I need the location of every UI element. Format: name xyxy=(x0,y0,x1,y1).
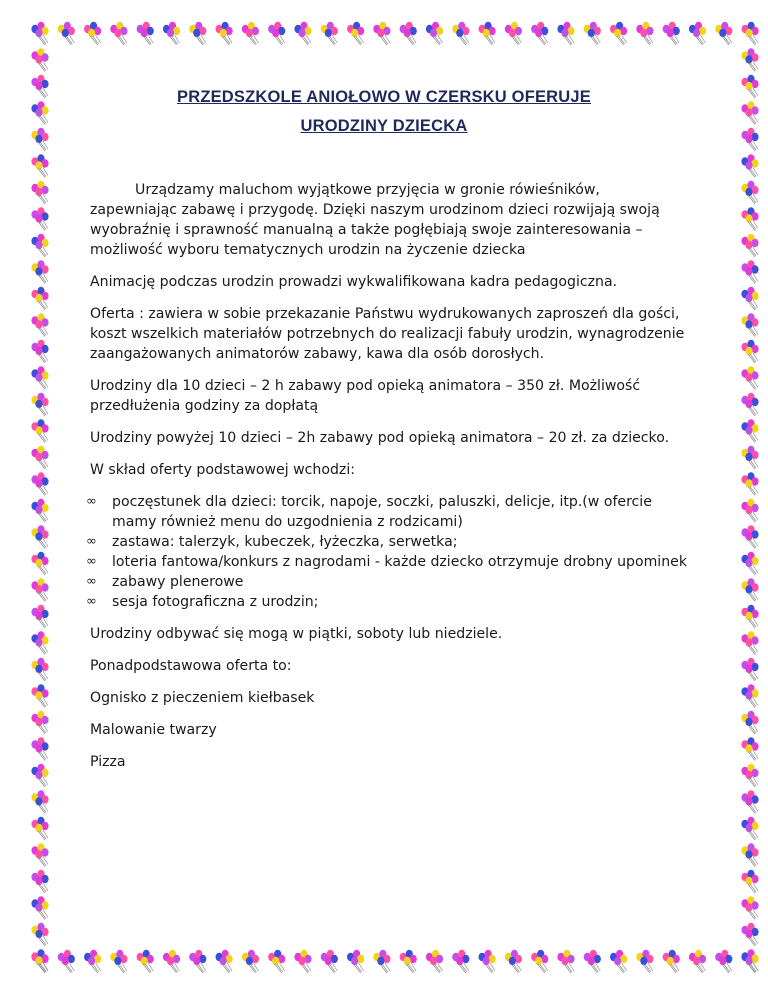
balloon-bunch-icon xyxy=(741,260,758,283)
balloon-bunch-icon xyxy=(31,499,48,522)
balloon-bunch-icon xyxy=(216,950,233,973)
balloon-bunch-icon xyxy=(31,552,48,575)
balloon-bunch-icon xyxy=(557,22,574,45)
balloon-bunch-icon xyxy=(741,340,758,363)
balloon-bunch-icon xyxy=(31,287,48,310)
balloon-bunch-icon xyxy=(189,22,206,45)
balloon-bunch-icon xyxy=(31,870,48,893)
extra-item: Pizza xyxy=(90,754,126,770)
balloon-bunch-icon xyxy=(741,287,758,310)
balloon-bunch-icon xyxy=(31,605,48,628)
balloon-bunch-icon xyxy=(479,950,496,973)
balloon-bunch-icon xyxy=(137,950,154,973)
balloon-bunch-icon xyxy=(31,366,48,389)
balloon-bunch-icon xyxy=(742,950,759,973)
animation-paragraph: Animację podczas urodzin prowadzi wykwalifikowana kadra pedagogiczna. xyxy=(90,274,618,290)
balloon-bunch-icon xyxy=(137,22,154,45)
balloon-bunch-icon xyxy=(347,950,364,973)
balloon-bunch-icon xyxy=(663,22,680,45)
balloon-bunch-icon xyxy=(741,896,758,919)
balloon-bunch-icon xyxy=(31,260,48,283)
balloon-bunch-icon xyxy=(58,22,75,45)
balloon-bunch-icon xyxy=(452,22,469,45)
balloon-bunch-icon xyxy=(741,684,758,707)
balloon-bunch-icon xyxy=(689,950,706,973)
document-body xyxy=(86,180,690,784)
balloon-bunch-icon xyxy=(741,393,758,416)
balloon-bunch-icon xyxy=(268,22,285,45)
balloon-bunch-icon xyxy=(294,950,311,973)
balloon-bunch-icon xyxy=(31,896,48,919)
balloon-bunch-icon xyxy=(31,48,48,71)
balloon-bunch-icon xyxy=(610,950,627,973)
balloon-bunch-icon xyxy=(636,22,653,45)
days-paragraph: Urodziny odbywać się mogą w piątki, soboty lub niedziele. xyxy=(90,626,503,642)
balloon-bunch-icon xyxy=(321,950,338,973)
balloon-bunch-icon xyxy=(741,870,758,893)
balloon-bunch-icon xyxy=(31,764,48,787)
extra-item: Ognisko z pieczeniem kiełbasek xyxy=(90,690,315,706)
basic-offer-heading: W skład oferty podstawowej wchodzi: xyxy=(90,462,355,478)
balloon-bunch-icon xyxy=(479,22,496,45)
balloon-bunch-icon xyxy=(189,950,206,973)
balloon-bunch-icon xyxy=(242,22,259,45)
offer-paragraph: Oferta : zawiera w sobie przekazanie Państwu wydrukowanych zaproszeń dla gości, koszt wszelkich materiałów potrzebnych do realizacji fabuły urodzin, wynagrodzenie zaangażowanych animatorów zabawy, kawa dla osób dorosłych. xyxy=(90,306,685,362)
balloon-bunch-icon xyxy=(268,950,285,973)
balloon-bunch-icon xyxy=(31,684,48,707)
balloon-bunch-icon xyxy=(110,950,127,973)
balloon-bunch-icon xyxy=(163,22,180,45)
balloon-bunch-icon xyxy=(373,22,390,45)
balloon-bunch-icon xyxy=(31,234,48,257)
balloon-bunch-icon xyxy=(584,22,601,45)
balloon-bunch-icon xyxy=(216,22,233,45)
balloon-bunch-icon xyxy=(58,950,75,973)
balloon-bunch-icon xyxy=(31,817,48,840)
balloon-bunch-icon xyxy=(347,22,364,45)
balloon-bunch-icon xyxy=(741,817,758,840)
price-10-paragraph: Urodziny dla 10 dzieci – 2 h zabawy pod opieką animatora – 350 zł. Możliwość przedłużenia godziny za dopłatą xyxy=(90,378,641,414)
infinity-bullet-icon: ∞ xyxy=(86,574,97,589)
balloon-bunch-icon xyxy=(31,446,48,469)
balloon-bunch-icon xyxy=(741,631,758,654)
balloon-bunch-icon xyxy=(557,950,574,973)
balloon-bunch-icon xyxy=(31,472,48,495)
balloon-bunch-icon xyxy=(31,340,48,363)
infinity-bullet-icon: ∞ xyxy=(86,554,97,569)
list-item: ∞ sesja fotograficzna z urodzin; xyxy=(86,594,319,610)
balloon-bunch-icon xyxy=(741,711,758,734)
list-item: ∞ poczęstunek dla dzieci: torcik, napoje, soczki, paluszki, delicje, itp.(w ofercie mamy również menu do uzgodnienia z rodzicami) xyxy=(86,494,652,530)
balloon-bunch-icon xyxy=(741,790,758,813)
balloon-bunch-icon xyxy=(31,525,48,548)
page-subtitle: URODZINY DZIECKA xyxy=(300,117,468,135)
balloon-bunch-icon xyxy=(400,22,417,45)
infinity-bullet-icon: ∞ xyxy=(86,494,97,509)
balloon-bunch-icon xyxy=(741,181,758,204)
balloon-bunch-icon xyxy=(505,950,522,973)
balloon-bunch-icon xyxy=(426,950,443,973)
balloon-bunch-icon xyxy=(31,658,48,681)
balloon-bunch-icon xyxy=(741,764,758,787)
balloon-bunch-icon xyxy=(31,923,48,946)
balloon-bunch-icon xyxy=(31,949,48,972)
basic-offer-list xyxy=(86,492,690,612)
price-over-10-paragraph: Urodziny powyżej 10 dzieci – 2h zabawy pod opieką animatora – 20 zł. za dziecko. xyxy=(90,430,670,446)
balloon-bunch-icon xyxy=(321,22,338,45)
list-item: ∞ zabawy plenerowe xyxy=(86,574,244,590)
balloon-bunch-icon xyxy=(584,950,601,973)
intro-paragraph: Urządzamy maluchom wyjątkowe przyjęcia w gronie rówieśników, zapewniając zabawę i przygodę. Dzięki naszym urodzinom dzieci rozwijają swoją wyobraźnię i sprawność manualną a także pogłębiają swoje zainteresowania – możliwość wyboru tematycznych urodzin na życzenie dziecka xyxy=(90,182,660,258)
balloon-bunch-icon xyxy=(31,207,48,230)
balloon-bunch-icon xyxy=(610,22,627,45)
balloon-bunch-icon xyxy=(741,446,758,469)
extra-item: Malowanie twarzy xyxy=(90,722,217,738)
balloon-bunch-icon xyxy=(741,313,758,336)
balloon-bunch-icon xyxy=(741,472,758,495)
balloon-bunch-icon xyxy=(531,22,548,45)
balloon-bunch-icon xyxy=(31,393,48,416)
balloon-bunch-icon xyxy=(452,950,469,973)
balloon-bunch-icon xyxy=(741,154,758,177)
balloon-bunch-icon xyxy=(31,154,48,177)
balloon-bunch-icon xyxy=(741,843,758,866)
balloon-bunch-icon xyxy=(426,22,443,45)
balloon-bunch-icon xyxy=(715,950,732,973)
balloon-bunch-icon xyxy=(242,950,259,973)
balloon-bunch-icon xyxy=(741,949,758,972)
extra-offer-heading: Ponadpodstawowa oferta to: xyxy=(90,658,292,674)
balloon-bunch-icon xyxy=(31,737,48,760)
balloon-bunch-icon xyxy=(741,737,758,760)
balloon-bunch-icon xyxy=(741,525,758,548)
balloon-bunch-icon xyxy=(31,313,48,336)
balloon-bunch-icon xyxy=(373,950,390,973)
balloon-bunch-icon xyxy=(636,950,653,973)
balloon-bunch-icon xyxy=(31,631,48,654)
balloon-bunch-icon xyxy=(741,578,758,601)
balloon-bunch-icon xyxy=(84,950,101,973)
balloon-bunch-icon xyxy=(663,950,680,973)
page-title: PRZEDSZKOLE ANIOŁOWO W CZERSKU OFERUJE xyxy=(177,88,591,106)
balloon-bunch-icon xyxy=(294,22,311,45)
balloon-bunch-icon xyxy=(31,181,48,204)
balloon-bunch-icon xyxy=(31,419,48,442)
balloon-bunch-icon xyxy=(741,923,758,946)
balloon-bunch-icon xyxy=(742,22,759,45)
balloon-bunch-icon xyxy=(741,552,758,575)
balloon-bunch-icon xyxy=(741,366,758,389)
balloon-bunch-icon xyxy=(715,22,732,45)
balloon-bunch-icon xyxy=(505,22,522,45)
balloon-bunch-icon xyxy=(31,843,48,866)
balloon-bunch-icon xyxy=(741,499,758,522)
infinity-bullet-icon: ∞ xyxy=(86,594,97,609)
balloon-bunch-icon xyxy=(31,790,48,813)
balloon-bunch-icon xyxy=(163,950,180,973)
balloon-bunch-icon xyxy=(31,711,48,734)
balloon-bunch-icon xyxy=(531,950,548,973)
balloon-bunch-icon xyxy=(741,234,758,257)
balloon-bunch-icon xyxy=(741,207,758,230)
balloon-bunch-icon xyxy=(110,22,127,45)
balloon-bunch-icon xyxy=(741,658,758,681)
balloon-bunch-icon xyxy=(84,22,101,45)
infinity-bullet-icon: ∞ xyxy=(86,534,97,549)
balloon-bunch-icon xyxy=(741,605,758,628)
balloon-bunch-icon xyxy=(741,419,758,442)
balloon-bunch-icon xyxy=(689,22,706,45)
balloon-bunch-icon xyxy=(31,950,48,973)
balloon-bunch-icon xyxy=(31,22,48,45)
list-item: ∞ loteria fantowa/konkurs z nagrodami - każde dziecko otrzymuje drobny upominek xyxy=(86,554,687,570)
balloon-bunch-icon xyxy=(741,48,758,71)
list-item: ∞ zastawa: talerzyk, kubeczek, łyżeczka, serwetka; xyxy=(86,534,458,550)
balloon-bunch-icon xyxy=(31,578,48,601)
balloon-bunch-icon xyxy=(400,950,417,973)
